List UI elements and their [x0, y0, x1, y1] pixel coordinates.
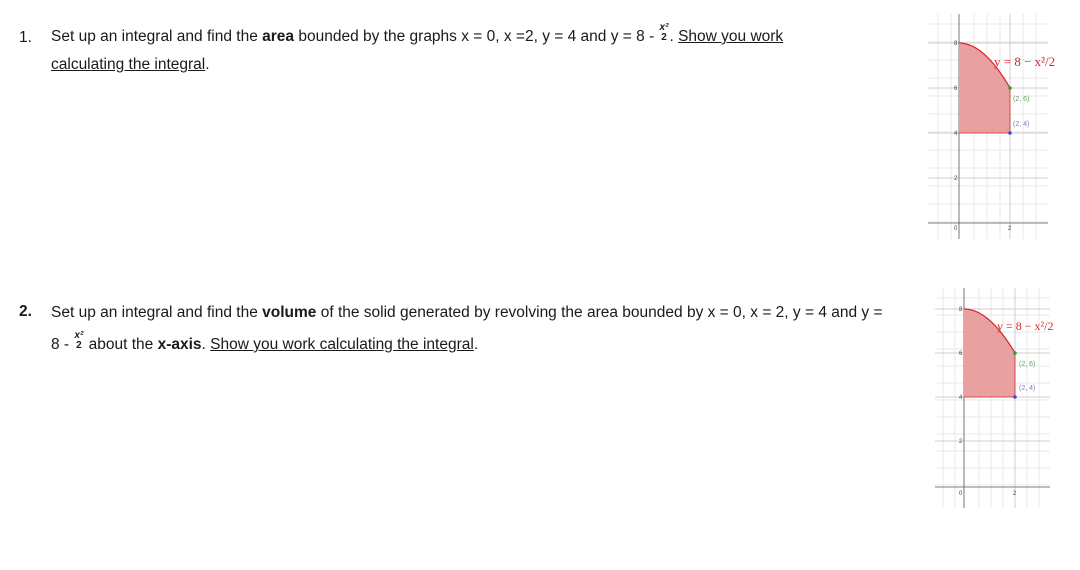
svg-text:2: 2 — [1008, 226, 1012, 232]
graph-1-label-top: (2, 6) — [1013, 96, 1030, 103]
graph-2-point-top — [1013, 351, 1017, 355]
svg-text:6: 6 — [959, 351, 963, 357]
q2-fraction: x² 2 — [74, 329, 84, 351]
svg-text:0: 0 — [954, 226, 958, 232]
graph-1-point-bottom — [1008, 131, 1012, 135]
graph-1-label-bottom: (2, 4) — [1013, 121, 1030, 128]
q2-bold-volume: volume — [262, 304, 317, 321]
graph-1-point-top — [1008, 86, 1012, 90]
q1-show-work: Show you work calculating the integral — [51, 28, 784, 73]
svg-text:4: 4 — [959, 395, 963, 401]
graph-1 — [928, 14, 1056, 239]
q2-show-work: Show you work calculating the integral — [210, 336, 474, 353]
svg-text:6: 6 — [954, 86, 958, 92]
q1-fraction: x² 2 — [659, 21, 669, 43]
graph-1-handwritten-equation: y = 8 − x²/2 — [994, 54, 1056, 69]
svg-text:8: 8 — [954, 41, 958, 47]
graph-2-label-bottom: (2, 4) — [1019, 385, 1036, 392]
question-2-number: 2. — [19, 303, 32, 320]
question-2-text: Set up an integral and find the volume of the solid generated by revolving the area bounded by x = 0, x = 2, y = 4 and y = 8 - x² 2 about the x-axis. Show you work calculating the integral. — [51, 304, 883, 353]
q1-bold-area: area — [262, 28, 295, 45]
question-1-number: 1. — [19, 29, 32, 46]
svg-text:2: 2 — [959, 439, 963, 445]
q1-pre: Set up an integral and find the — [51, 28, 263, 45]
q1-dot: . — [669, 28, 679, 45]
q1-mid: bounded by the graphs x = 0, x =2, y = 4 and y = 8 - — [294, 28, 659, 45]
svg-text:0: 0 — [959, 491, 963, 497]
svg-text:2: 2 — [1013, 491, 1017, 497]
graph-2-handwritten-equation: y = 8 − x²/2 — [997, 319, 1054, 333]
graph-2 — [935, 288, 1054, 508]
q2-bold-xaxis: x-axis — [157, 336, 202, 353]
graph-2-label-top: (2, 6) — [1019, 361, 1036, 368]
question-1-text: Set up an integral and find the area bounded by the graphs x = 0, x =2, y = 4 and y = 8 - x² 2 . Show you work calculating the integral. — [51, 21, 784, 73]
svg-text:4: 4 — [954, 131, 958, 137]
svg-text:2: 2 — [954, 176, 958, 182]
graph-2-point-bottom — [1013, 395, 1017, 399]
svg-text:8: 8 — [959, 307, 963, 313]
